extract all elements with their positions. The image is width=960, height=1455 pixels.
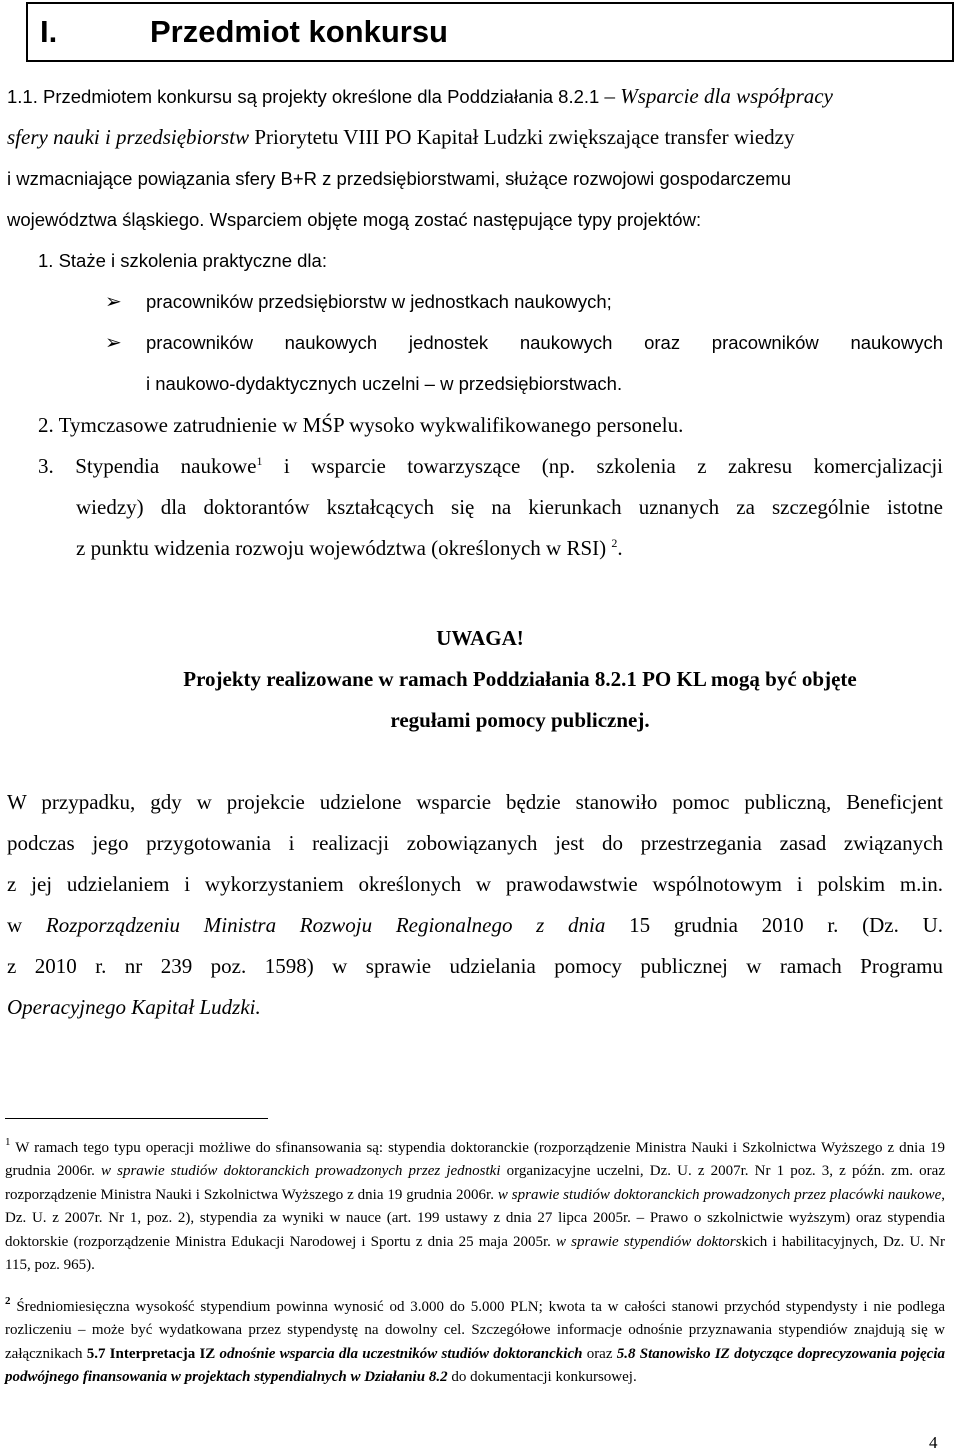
footnote-1-marker: 1	[5, 1136, 11, 1148]
footnote-2-marker: 2	[5, 1295, 11, 1307]
intro-line-3: i wzmacniające powiązania sfery B+R z przedsiębiorstwami, służące rozwojowi gospodarczemu	[7, 168, 792, 189]
list-item-3-line-1: 3. Stypendia naukowe$^1$ i wsparcie towarzyszące (np. szkolenia z zakresu komercjalizacji	[38, 454, 944, 478]
aid-line-4: w Rozporządzeniu Ministra Rozwoju Regionalnego z dnia 15 grudnia 2010 r. (Dz. U.	[7, 913, 943, 937]
list-item-2: 2. Tymczasowe zatrudnienie w MŚP wysoko wykwalifikowanego personelu.	[38, 413, 684, 437]
footnote-ref-1: 1	[256, 454, 263, 468]
bullet-item-1: pracowników przedsiębiorstw w jednostkach naukowych;	[146, 291, 612, 312]
aid-line-1: W przypadku, gdy w projekcie udzielone wsparcie będzie stanowiło pomoc publiczną, Beneficjent	[7, 790, 943, 814]
page-number: 4	[929, 1433, 938, 1452]
notice-line-2: regułami pomocy publicznej.	[390, 708, 650, 732]
list-item-3-line-2: wiedzy) dla doktorantów kształcących się na kierunkach uznanych za szczególnie istotne	[76, 495, 943, 519]
intro-line-2: sfery nauki i przedsiębiorstw Priorytetu VIII PO Kapitał Ludzki zwiększające transfer wiedzy	[7, 125, 795, 149]
aid-line-2: podczas jego przygotowania i realizacji zobowiązanych jest do przestrzegania zasad związanych	[7, 831, 943, 855]
arrow-bullet-icon: ➢	[105, 330, 122, 354]
notice-title: UWAGA!	[436, 626, 524, 650]
section-heading	[26, 2, 954, 62]
arrow-bullet-icon: ➢	[105, 289, 122, 313]
bullet-item-2-line-2: i naukowo-dydaktycznych uczelni – w przedsiębiorstwach.	[146, 373, 623, 394]
notice-line-1: Projekty realizowane w ramach Poddziałania 8.2.1 PO KL mogą być objęte	[183, 667, 857, 691]
footnote-ref-2: 2	[611, 536, 618, 550]
footnote-1: $^1$ W ramach tego typu operacji możliwe do sfinansowania są: stypendia doktoranckie (rozporządzenie Ministra Nauki i Szkolnictwa Wyższego z dnia 19 grudnia 2006r. w sprawie studiów doktoranckich prowadzonych przez jednostki organizacyjne uczelni, Dz. U. z 2007r. Nr 1 poz. 3, z późn. zm. oraz rozporządzenie Ministra Nauki i Szkolnictwa Wyższego z dnia 19 grudnia 2006r. w sprawie studiów doktoranckich prowadzonych przez placówki naukowe, Dz. U. z 2007r. Nr 1, poz. 2), stypendia za wyniki w nauce (art. 199 ustawy z dnia 27 lipca 2005r. – Prawo o szkolnictwie wyższym) oraz stypendia doktorskie (rozporządzenie Ministra Edukacji Narodowej i Sportu z dnia 25 maja 2005r. w sprawie stypendiów doktorskich i habilitacyjnych, Dz. U. Nr 115, poz. 965).	[5, 1136, 945, 1274]
intro-line-1: 1.1. Przedmiotem konkursu są projekty określone dla Poddziałania 8.2.1 – Wsparcie dla współpracy	[7, 84, 833, 108]
bullet-item-2-line-1: pracowników naukowych jednostek naukowych oraz pracowników naukowych	[146, 332, 943, 353]
section-number: I.	[40, 14, 58, 49]
list-item-3-line-3: z punktu widzenia rozwoju województwa (określonych w RSI) $^2$.	[76, 536, 623, 560]
aid-line-6: Operacyjnego Kapitał Ludzki.	[7, 995, 261, 1019]
footnote-separator	[5, 1118, 268, 1119]
footnote-2: $^2$ Średniomiesięczna wysokość stypendium powinna wynosić od 3.000 do 5.000 PLN; kwota ta w całości stanowi przychód stypendysty i nie podlega rozliczeniu – może być wydatkowana przez stypendystę na dowolny cel. Szczegółowe informacje odnośnie przyznawania stypendiów znajdują się w załącznikach 5.7 Interpretacja IZ odnośnie wsparcia dla uczestników studiów doktoranckich oraz 5.8 Stanowisko IZ dotyczące doprecyzowania pojęcia podwójnego finansowania w projektach stypendialnych w Działaniu 8.2 do dokumentacji konkursowej.	[5, 1295, 946, 1386]
section-title: Przedmiot konkursu	[150, 14, 448, 49]
aid-line-3: z jej udzielaniem i wykorzystaniem określonych w prawodawstwie wspólnotowym i polskim m.in.	[7, 872, 943, 896]
list-item-1: 1. Staże i szkolenia praktyczne dla:	[38, 250, 327, 271]
intro-line-4: województwa śląskiego. Wsparciem objęte mogą zostać następujące typy projektów:	[7, 209, 702, 230]
aid-line-5: z 2010 r. nr 239 poz. 1598) w sprawie udzielania pomocy publicznej w ramach Programu	[7, 954, 943, 978]
